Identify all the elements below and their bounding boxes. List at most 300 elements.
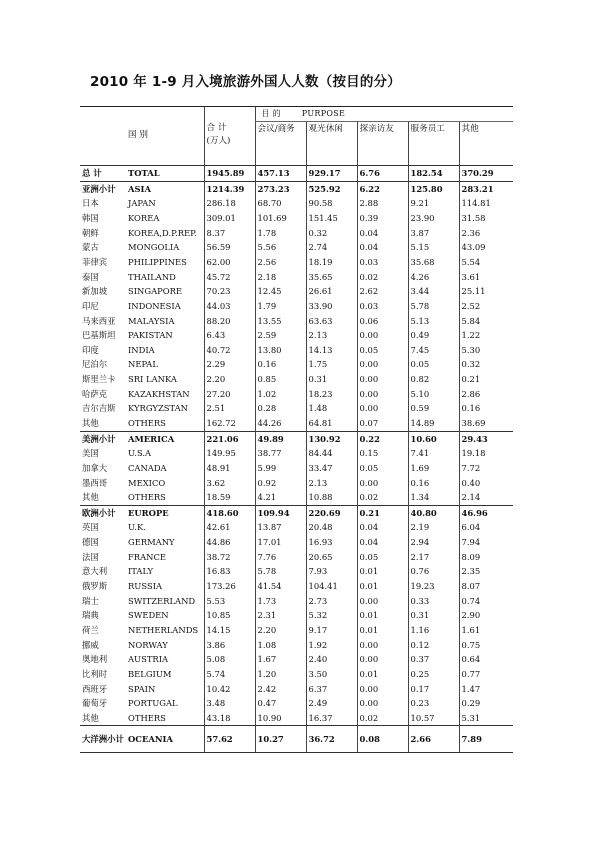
visiting-cell: 6.76 [357,166,408,182]
employee-cell: 0.49 [408,328,459,343]
country-en-cell: OTHERS [128,712,166,723]
total-cell: 16.83 [204,564,255,579]
business-cell: 1.08 [255,638,306,653]
visiting-cell: 0.00 [357,594,408,609]
business-cell: 1.73 [255,594,306,609]
table-row [80,401,513,416]
country-cn-cell: 加拿大 [82,462,108,473]
table-body [80,166,513,753]
total-cell: 173.26 [204,579,255,594]
leisure-cell: 1.92 [306,638,357,653]
country-cn-cell: 马来西亚 [82,315,116,326]
visiting-cell: 0.01 [357,564,408,579]
country-en-cell: SWEDEN [128,610,169,621]
country-en-cell: TOTAL [126,166,204,182]
table-row [80,461,513,476]
leisure-cell: 16.93 [306,535,357,550]
country-en-cell: KAZAKHSTAN [128,388,190,399]
country-en-cell: SPAIN [128,683,156,694]
other-cell: 0.29 [459,696,513,711]
business-cell: 2.56 [255,255,306,270]
business-cell: 0.92 [255,475,306,490]
purpose-cn-label: 目 的 [261,108,281,118]
employee-cell: 14.89 [408,416,459,431]
employee-cell: 2.66 [408,726,459,753]
other-cell: 0.16 [459,401,513,416]
employee-cell: 10.57 [408,711,459,726]
country-en-cell: ASIA [126,181,204,196]
table-row [80,696,513,711]
unit-header: (万人) [206,136,231,146]
country-en-cell: EUROPE [126,505,204,520]
country-cn-cell: 墨西哥 [82,477,108,488]
page-title: 2010 年 1-9 月入境旅游外国人人数（按目的分） [90,74,401,90]
country-cn-cell: 瑞典 [82,610,99,621]
other-cell: 3.61 [459,269,513,284]
table-row [80,284,513,299]
col-other-header: 其他 [459,121,513,149]
total-cell: 221.06 [204,431,255,446]
visiting-cell: 0.02 [357,490,408,505]
other-cell: 1.61 [459,623,513,638]
table-header [80,100,513,166]
country-cn-cell: 尼泊尔 [82,359,108,370]
employee-cell: 40.80 [408,505,459,520]
table-row [80,681,513,696]
employee-cell: 10.60 [408,431,459,446]
table-row [80,328,513,343]
other-cell: 7.72 [459,461,513,476]
total-cell: 40.72 [204,343,255,358]
leisure-cell: 1.75 [306,357,357,372]
total-cell: 2.20 [204,372,255,387]
visiting-cell: 0.22 [357,431,408,446]
employee-cell: 0.82 [408,372,459,387]
country-en-cell: ITALY [128,566,154,577]
country-en-cell: KOREA,D.P.REP. [128,227,197,238]
country-cn-cell: 西班牙 [82,683,108,694]
other-cell: 25.11 [459,284,513,299]
table-row [80,579,513,594]
table-row [80,372,513,387]
country-cn-cell: 法国 [82,551,99,562]
business-cell: 38.77 [255,446,306,461]
visiting-cell: 0.04 [357,240,408,255]
business-cell: 5.99 [255,461,306,476]
table-row [80,313,513,328]
employee-cell: 0.25 [408,667,459,682]
country-en-cell: SRI LANKA [128,374,177,385]
country-cn-cell: 意大利 [82,566,108,577]
leisure-cell: 130.92 [306,431,357,446]
visiting-cell: 0.15 [357,446,408,461]
visiting-cell: 0.00 [357,328,408,343]
total-cell: 3.86 [204,638,255,653]
country-cn-cell: 亚洲小计 [80,181,126,196]
country-cn-cell: 英国 [82,522,99,533]
country-cn-cell: 德国 [82,537,99,548]
country-en-cell: PORTUGAL [128,698,178,709]
employee-cell: 0.05 [408,357,459,372]
table-row [80,446,513,461]
business-cell: 12.45 [255,284,306,299]
col-business-header: 会议/商务 [255,121,306,149]
business-cell: 1.67 [255,652,306,667]
business-cell: 101.69 [255,211,306,226]
leisure-cell: 33.90 [306,299,357,314]
visiting-cell: 0.05 [357,343,408,358]
total-cell: 57.62 [204,726,255,753]
total-cell: 18.59 [204,490,255,505]
leisure-cell: 104.41 [306,579,357,594]
other-cell: 43.09 [459,240,513,255]
country-header: 国 别 [128,129,148,140]
table-row [80,211,513,226]
business-cell: 0.16 [255,357,306,372]
leisure-cell: 220.69 [306,505,357,520]
total-cell: 42.61 [204,520,255,535]
business-cell: 0.47 [255,696,306,711]
leisure-cell: 0.31 [306,372,357,387]
business-cell: 41.54 [255,579,306,594]
leisure-cell: 64.81 [306,416,357,431]
other-cell: 0.64 [459,652,513,667]
business-cell: 2.59 [255,328,306,343]
other-cell: 2.36 [459,226,513,241]
total-cell: 6.43 [204,328,255,343]
table-row [80,608,513,623]
leisure-cell: 2.49 [306,696,357,711]
country-en-cell: NORWAY [128,639,168,650]
table-row [80,416,513,431]
country-en-cell: INDIA [128,344,155,355]
country-en-cell: JAPAN [128,198,156,209]
other-cell: 38.69 [459,416,513,431]
visiting-cell: 0.00 [357,357,408,372]
employee-cell: 0.33 [408,594,459,609]
total-cell: 10.42 [204,681,255,696]
employee-cell: 5.13 [408,313,459,328]
business-cell: 1.78 [255,226,306,241]
visiting-cell: 0.00 [357,401,408,416]
employee-cell: 3.87 [408,226,459,241]
visiting-cell: 0.08 [357,726,408,753]
business-cell: 10.90 [255,711,306,726]
country-en-cell: BELGIUM [128,668,172,679]
business-cell: 44.26 [255,416,306,431]
col-leisure-header: 观光休闲 [306,121,357,149]
table-row [80,667,513,682]
employee-cell: 0.59 [408,401,459,416]
other-cell: 46.96 [459,505,513,520]
total-cell: 45.72 [204,269,255,284]
country-cn-cell: 大洋洲小计 [80,726,126,753]
business-cell: 273.23 [255,181,306,196]
subtotal-row [80,166,513,182]
purpose-en-label: PURPOSE [301,108,346,118]
country-cn-cell: 其他 [82,492,99,503]
country-en-cell: PHILIPPINES [128,256,187,267]
visiting-cell: 0.00 [357,372,408,387]
total-cell: 1214.39 [204,181,255,196]
business-cell: 5.78 [255,564,306,579]
employee-cell: 7.45 [408,343,459,358]
country-cn-cell: 哈萨克 [82,388,108,399]
visiting-cell: 2.62 [357,284,408,299]
business-cell: 13.80 [255,343,306,358]
leisure-cell: 2.74 [306,240,357,255]
visiting-cell: 0.01 [357,579,408,594]
leisure-cell: 20.65 [306,550,357,565]
other-cell: 8.07 [459,579,513,594]
employee-cell: 182.54 [408,166,459,182]
table-row [80,226,513,241]
country-cn-cell: 其他 [82,418,99,428]
employee-cell: 2.17 [408,550,459,565]
table-row [80,638,513,653]
total-cell: 44.03 [204,299,255,314]
visiting-cell: 0.01 [357,667,408,682]
country-en-cell: NEPAL [128,359,158,370]
country-en-cell: NETHERLANDS [128,624,199,635]
table-row [80,490,513,505]
other-cell: 2.86 [459,387,513,402]
business-cell: 2.20 [255,623,306,638]
table-row [80,299,513,314]
other-cell: 0.21 [459,372,513,387]
country-cn-cell: 奥地利 [82,654,108,665]
country-en-cell: OTHERS [128,418,166,428]
leisure-cell: 20.48 [306,520,357,535]
employee-cell: 0.37 [408,652,459,667]
visiting-cell: 0.05 [357,461,408,476]
other-cell: 283.21 [459,181,513,196]
other-cell: 2.90 [459,608,513,623]
total-cell: 5.53 [204,594,255,609]
table-row [80,564,513,579]
visiting-cell: 0.01 [357,608,408,623]
table-row [80,535,513,550]
business-cell: 2.42 [255,681,306,696]
country-en-cell: SINGAPORE [128,286,183,297]
visitor-table [80,100,513,753]
total-cell: 48.91 [204,461,255,476]
employee-cell: 0.23 [408,696,459,711]
leisure-cell: 16.37 [306,711,357,726]
leisure-cell: 3.50 [306,667,357,682]
country-cn-cell: 巴基斯坦 [82,330,116,341]
employee-cell: 5.15 [408,240,459,255]
other-cell: 7.89 [459,726,513,753]
country-cn-cell: 蒙古 [82,242,99,253]
country-en-cell: KYRGYZSTAN [128,403,188,414]
country-cn-cell: 斯里兰卡 [82,374,116,385]
other-cell: 114.81 [459,196,513,211]
visiting-cell: 0.00 [357,638,408,653]
employee-cell: 1.69 [408,461,459,476]
other-cell: 0.40 [459,475,513,490]
table-row [80,623,513,638]
leisure-cell: 63.63 [306,313,357,328]
leisure-cell: 1.48 [306,401,357,416]
country-cn-cell: 印度 [82,344,99,355]
employee-cell: 0.76 [408,564,459,579]
employee-cell: 1.34 [408,490,459,505]
other-cell: 1.22 [459,328,513,343]
country-en-cell: U.K. [128,522,146,533]
employee-cell: 4.26 [408,269,459,284]
other-cell: 2.52 [459,299,513,314]
employee-cell: 0.31 [408,608,459,623]
visiting-cell: 0.00 [357,681,408,696]
table-row [80,652,513,667]
employee-cell: 125.80 [408,181,459,196]
employee-cell: 0.12 [408,638,459,653]
country-en-cell: OCEANIA [126,726,204,753]
total-cell: 3.48 [204,696,255,711]
business-cell: 2.18 [255,269,306,284]
country-en-cell: AMERICA [126,431,204,446]
visiting-cell: 2.88 [357,196,408,211]
employee-cell: 1.16 [408,623,459,638]
business-cell: 17.01 [255,535,306,550]
employee-cell: 0.16 [408,475,459,490]
leisure-cell: 525.92 [306,181,357,196]
country-en-cell: PAKISTAN [128,330,173,341]
country-en-cell: AUSTRIA [128,654,169,665]
table-row [80,357,513,372]
country-cn-cell: 菲律宾 [82,256,108,267]
country-cn-cell: 泰国 [82,271,99,282]
leisure-cell: 2.13 [306,328,357,343]
business-cell: 1.79 [255,299,306,314]
total-cell: 27.20 [204,387,255,402]
country-en-cell: RUSSIA [128,581,163,592]
subtotal-row [80,181,513,196]
visiting-cell: 0.03 [357,299,408,314]
country-cn-cell: 吉尔吉斯 [82,403,116,414]
table-row [80,711,513,726]
country-cn-cell: 瑞士 [82,595,99,606]
visiting-cell: 0.00 [357,652,408,667]
other-cell: 0.77 [459,667,513,682]
leisure-cell: 929.17 [306,166,357,182]
employee-cell: 5.10 [408,387,459,402]
leisure-cell: 6.37 [306,681,357,696]
other-cell: 7.94 [459,535,513,550]
business-cell: 1.02 [255,387,306,402]
country-en-cell: MALAYSIA [128,315,175,326]
total-cell: 70.23 [204,284,255,299]
country-en-cell: KOREA [128,213,160,224]
total-cell: 3.62 [204,475,255,490]
other-cell: 5.84 [459,313,513,328]
table-row [80,255,513,270]
table-row [80,520,513,535]
total-cell: 8.37 [204,226,255,241]
total-cell: 2.29 [204,357,255,372]
country-cn-cell: 朝鲜 [82,227,99,238]
total-cell: 43.18 [204,711,255,726]
business-cell: 457.13 [255,166,306,182]
total-cell: 162.72 [204,416,255,431]
business-cell: 5.56 [255,240,306,255]
visiting-cell: 0.02 [357,269,408,284]
country-en-cell: OTHERS [128,492,166,503]
business-cell: 0.28 [255,401,306,416]
subtotal-row [80,505,513,520]
total-cell: 418.60 [204,505,255,520]
visiting-cell: 0.04 [357,520,408,535]
table-row [80,269,513,284]
total-cell: 5.08 [204,652,255,667]
employee-cell: 0.17 [408,681,459,696]
subtotal-row [80,726,513,753]
country-en-cell: SWITZERLAND [128,595,196,606]
leisure-cell: 2.13 [306,475,357,490]
employee-cell: 9.21 [408,196,459,211]
country-en-cell: THAILAND [128,271,176,282]
country-cn-cell: 总 计 [80,166,126,182]
country-en-cell: U.S.A [128,448,152,459]
leisure-cell: 26.61 [306,284,357,299]
other-cell: 370.29 [459,166,513,182]
business-cell: 49.89 [255,431,306,446]
leisure-cell: 7.93 [306,564,357,579]
business-cell: 13.87 [255,520,306,535]
visiting-cell: 6.22 [357,181,408,196]
other-cell: 2.35 [459,564,513,579]
other-cell: 5.30 [459,343,513,358]
other-cell: 5.31 [459,711,513,726]
leisure-cell: 90.58 [306,196,357,211]
business-cell: 2.31 [255,608,306,623]
leisure-cell: 33.47 [306,461,357,476]
total-cell: 38.72 [204,550,255,565]
country-en-cell: INDONESIA [128,300,181,311]
employee-cell: 3.44 [408,284,459,299]
other-cell: 0.32 [459,357,513,372]
total-cell: 5.74 [204,667,255,682]
total-cell: 62.00 [204,255,255,270]
col-employee-header: 服务员工 [408,121,459,149]
country-cn-cell: 新加坡 [82,286,108,297]
other-cell: 0.74 [459,594,513,609]
business-cell: 7.76 [255,550,306,565]
table-row [80,196,513,211]
visiting-cell: 0.01 [357,623,408,638]
business-cell: 1.20 [255,667,306,682]
other-cell: 8.09 [459,550,513,565]
table-row [80,240,513,255]
business-cell: 0.85 [255,372,306,387]
total-header: 合 计 [206,123,227,134]
business-cell: 4.21 [255,490,306,505]
other-cell: 2.14 [459,490,513,505]
other-cell: 29.43 [459,431,513,446]
employee-cell: 2.19 [408,520,459,535]
total-cell: 14.15 [204,623,255,638]
employee-cell: 23.90 [408,211,459,226]
visiting-cell: 0.04 [357,535,408,550]
visiting-cell: 0.02 [357,711,408,726]
visiting-cell: 0.06 [357,313,408,328]
leisure-cell: 151.45 [306,211,357,226]
leisure-cell: 10.88 [306,490,357,505]
country-en-cell: FRANCE [128,551,167,562]
other-cell: 31.58 [459,211,513,226]
visiting-cell: 0.00 [357,696,408,711]
